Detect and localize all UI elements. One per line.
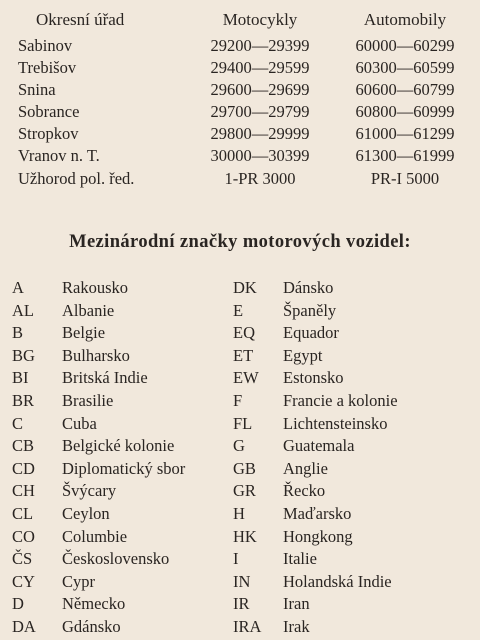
- code-row: [0, 616, 480, 638]
- country-code: B: [12, 323, 24, 343]
- district-name: Sabinov: [18, 36, 73, 55]
- country-code: EW: [233, 368, 259, 388]
- country-code: HK: [233, 526, 257, 546]
- country-code: GR: [233, 481, 256, 501]
- code-row: [0, 277, 480, 299]
- country-name: Německo: [62, 594, 126, 614]
- table-row: [0, 168, 480, 190]
- country-name: Iran: [283, 594, 310, 614]
- country-code: GB: [233, 458, 256, 478]
- code-row: [0, 458, 480, 480]
- header-motorcycles: Motocykly: [222, 10, 298, 29]
- country-code: E: [233, 300, 244, 320]
- country-code: FL: [233, 413, 253, 433]
- country-name: Švýcary: [62, 481, 117, 501]
- country-name: Diplomatický sbor: [62, 458, 186, 478]
- country-name: Columbie: [62, 526, 128, 546]
- automobile-range: 60000—60299: [355, 36, 455, 55]
- country-name: Gdánsko: [62, 617, 121, 636]
- table-row: [0, 57, 480, 79]
- district-name: Užhorod pol. řed.: [18, 169, 135, 188]
- header-automobiles: Automobily: [363, 10, 447, 29]
- district-name: Snina: [18, 80, 56, 99]
- country-name: Maďarsko: [283, 504, 352, 523]
- country-name: Řecko: [283, 481, 326, 501]
- country-name: Ceylon: [62, 504, 110, 523]
- country-name: Španěly: [283, 300, 337, 320]
- country-code: H: [233, 504, 245, 523]
- automobile-range: 60300—60599: [355, 58, 455, 77]
- country-code: A: [12, 278, 24, 297]
- country-name: Cuba: [62, 413, 97, 433]
- country-name: Albanie: [62, 300, 115, 320]
- table-header-row: [0, 9, 480, 31]
- code-row: [0, 480, 480, 502]
- code-row: [0, 322, 480, 344]
- motorcycle-range: 29200—29399: [210, 36, 310, 55]
- section-title: Mezinárodní značky motorových vozidel:: [69, 232, 411, 252]
- code-row: [0, 593, 480, 615]
- country-name: Anglie: [283, 458, 328, 478]
- country-name: Irak: [283, 617, 310, 636]
- country-code: F: [233, 391, 243, 410]
- country-code: EQ: [233, 323, 255, 343]
- country-code: BR: [12, 391, 35, 410]
- country-name: Bulharsko: [62, 345, 130, 365]
- country-code: CO: [12, 526, 35, 546]
- country-code: CH: [12, 481, 35, 501]
- motorcycle-range: 29400—29599: [210, 58, 310, 77]
- country-name: Belgie: [62, 323, 106, 343]
- automobile-range: 61300—61999: [355, 146, 455, 165]
- country-code: IRA: [233, 617, 262, 636]
- country-code: G: [233, 436, 245, 456]
- country-name: Cypr: [62, 571, 95, 591]
- district-name: Trebišov: [18, 58, 77, 77]
- code-row: [0, 526, 480, 548]
- country-name: Britská Indie: [62, 368, 148, 388]
- automobile-range: 60600—60799: [355, 80, 455, 99]
- country-code: I: [233, 549, 239, 569]
- country-code: DA: [12, 617, 36, 636]
- header-district: Okresní úřad: [36, 10, 125, 29]
- district-name: Stropkov: [18, 124, 79, 143]
- code-row: [0, 345, 480, 367]
- code-row: [0, 367, 480, 389]
- country-code: DK: [233, 278, 257, 297]
- country-name: Rakousko: [62, 278, 128, 297]
- table-row: [0, 123, 480, 145]
- country-name: Brasilie: [62, 391, 114, 410]
- table-row: [0, 145, 480, 167]
- motorcycle-range: 29800—29999: [210, 124, 310, 143]
- country-code: IR: [233, 594, 250, 614]
- country-name: Guatemala: [283, 436, 355, 456]
- code-row: [0, 300, 480, 322]
- country-name: Italie: [283, 549, 317, 569]
- country-name: Dánsko: [283, 278, 334, 297]
- motorcycle-range: 29600—29699: [210, 80, 310, 99]
- country-code: BG: [12, 345, 35, 365]
- code-row: [0, 413, 480, 435]
- country-code: AL: [12, 300, 34, 320]
- country-name: Belgické kolonie: [62, 436, 175, 456]
- automobile-range: PR-I 5000: [370, 169, 440, 188]
- automobile-range: 60800—60999: [355, 102, 455, 121]
- code-row: [0, 435, 480, 457]
- country-code: C: [12, 413, 24, 433]
- country-name: Hongkong: [283, 526, 353, 546]
- district-name: Vranov n. T.: [18, 146, 100, 165]
- country-code: BI: [12, 368, 29, 388]
- country-code: ČS: [12, 549, 33, 569]
- code-row: [0, 548, 480, 570]
- country-name: Lichtensteinsko: [283, 413, 388, 433]
- table-row: [0, 101, 480, 123]
- motorcycle-range: 1-PR 3000: [224, 169, 296, 188]
- country-code: D: [12, 594, 24, 614]
- country-code: IN: [233, 571, 251, 591]
- country-name: Francie a kolonie: [283, 391, 398, 410]
- country-code: CL: [12, 504, 34, 523]
- country-name: Estonsko: [283, 368, 344, 388]
- district-name: Sobrance: [18, 102, 80, 121]
- table-row: [0, 79, 480, 101]
- code-row: [0, 571, 480, 593]
- code-row: [0, 390, 480, 412]
- country-name: Egypt: [283, 345, 323, 365]
- table-row: [0, 35, 480, 57]
- country-code: CB: [12, 436, 35, 456]
- country-code: CY: [12, 571, 35, 591]
- country-name: Holandská Indie: [283, 571, 392, 591]
- country-code: CD: [12, 458, 35, 478]
- country-name: Československo: [62, 549, 170, 569]
- motorcycle-range: 30000—30399: [210, 146, 310, 165]
- automobile-range: 61000—61299: [355, 124, 455, 143]
- country-code: ET: [233, 345, 254, 365]
- motorcycle-range: 29700—29799: [210, 102, 310, 121]
- code-row: [0, 503, 480, 525]
- country-name: Equador: [283, 323, 339, 343]
